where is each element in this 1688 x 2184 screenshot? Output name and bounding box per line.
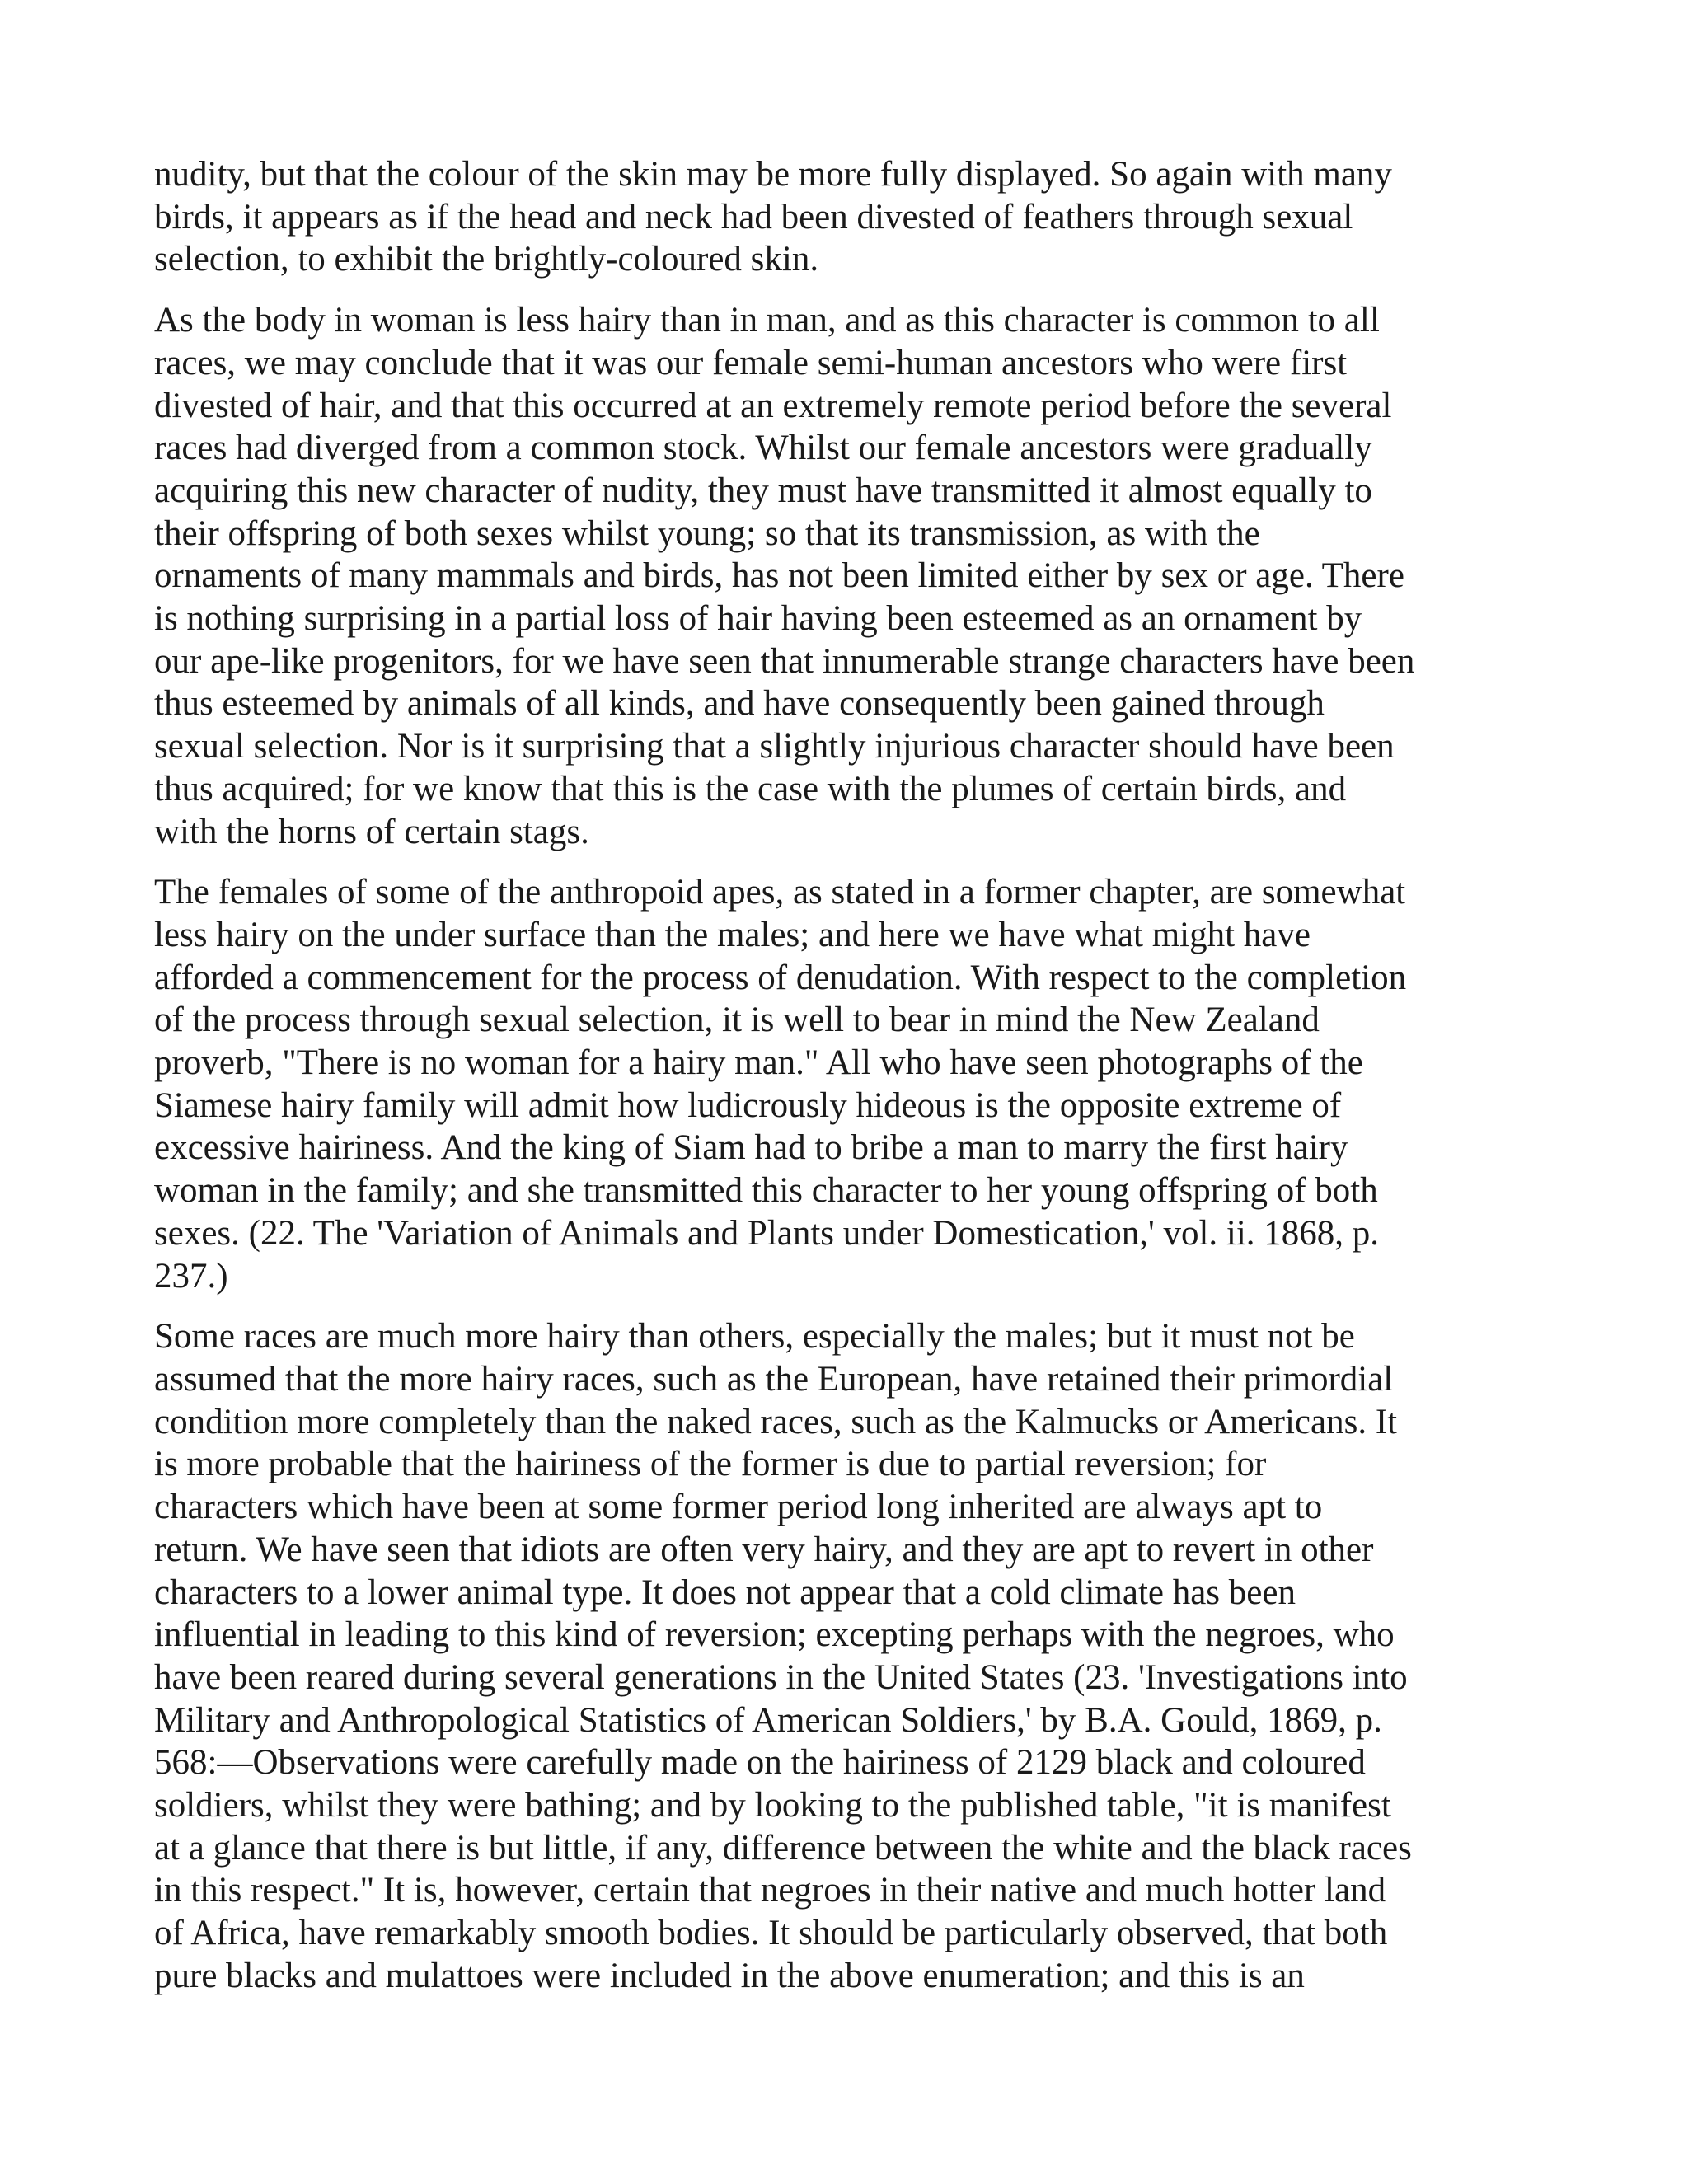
text-line: ornaments of many mammals and birds, has not been limited either by sex or age. There	[154, 556, 1404, 596]
text-line: pure blacks and mulattoes were included in the above enumeration; and this is an	[154, 1956, 1305, 1995]
text-line: 237.)	[154, 1256, 228, 1296]
text-line: their offspring of both sexes whilst young; so that its transmission, as with the	[154, 513, 1260, 553]
text-line: As the body in woman is less hairy than in man, and as this character is common to all	[154, 301, 1380, 340]
text-line: of the process through sexual selection, it is well to bear in mind the New Zealand	[154, 1001, 1320, 1040]
text-line: characters to a lower animal type. It does not appear that a cold climate has been	[154, 1572, 1296, 1612]
text-line: woman in the family; and she transmitted this character to her young offspring of both	[154, 1171, 1378, 1211]
paragraph-2	[154, 299, 1539, 853]
text-line: sexual selection. Nor is it surprising that a slightly injurious character should have been	[154, 727, 1395, 766]
text-line: assumed that the more hairy races, such as the European, have retained their primordial	[154, 1359, 1394, 1399]
text-line: at a glance that there is but little, if any, difference between the white and the black races	[154, 1828, 1412, 1868]
text-line: The females of some of the anthropoid apes, as stated in a former chapter, are somewhat	[154, 873, 1406, 912]
text-line: Military and Anthropological Statistics of American Soldiers,' by B.A. Gould, 1869, p.	[154, 1700, 1382, 1740]
text-line: less hairy on the under surface than the males; and here we have what might have	[154, 915, 1311, 954]
text-line: thus acquired; for we know that this is the case with the plumes of certain birds, and	[154, 769, 1347, 808]
text-line: selection, to exhibit the brightly-coloured skin.	[154, 240, 819, 279]
text-line: of Africa, have remarkably smooth bodies. It should be particularly observed, that both	[154, 1914, 1388, 1953]
text-line: sexes. (22. The 'Variation of Animals and Plants under Domestication,' vol. ii. 1868, p.	[154, 1213, 1380, 1253]
text-line: races, we may conclude that it was our female semi-human ancestors who were first	[154, 343, 1348, 382]
text-line: is more probable that the hairiness of the former is due to partial reversion; for	[154, 1445, 1267, 1484]
text-line: in this respect." It is, however, certain that negroes in their native and much hotter land	[154, 1871, 1386, 1910]
paragraph-4	[154, 1315, 1539, 1997]
text-line: acquiring this new character of nudity, they must have transmitted it almost equally to	[154, 471, 1372, 510]
text-line: characters which have been at some former period long inherited are always apt to	[154, 1488, 1323, 1527]
text-line: birds, it appears as if the head and neck had been divested of feathers through sexual	[154, 197, 1353, 237]
text-line: nudity, but that the colour of the skin may be more fully displayed. So again with many	[154, 155, 1392, 194]
text-line: soldiers, whilst they were bathing; and by looking to the published table, "it is manifest	[154, 1786, 1391, 1825]
text-line: is nothing surprising in a partial loss of hair having been esteemed as an ornament by	[154, 599, 1362, 639]
text-line: our ape-like progenitors, for we have seen that innumerable strange characters have been	[154, 641, 1415, 681]
document-page	[154, 153, 1539, 2148]
text-line: 568:—Observations were carefully made on the hairiness of 2129 black and coloured	[154, 1743, 1366, 1783]
text-line: have been reared during several generations in the United States (23. 'Investigations into	[154, 1657, 1408, 1697]
text-line: condition more completely than the naked races, such as the Kalmucks or Americans. It	[154, 1402, 1398, 1441]
text-line: with the horns of certain stags.	[154, 812, 589, 851]
text-line: divested of hair, and that this occurred at an extremely remote period before the several	[154, 386, 1392, 425]
text-line: excessive hairiness. And the king of Siam had to bribe a man to marry the first hairy	[154, 1128, 1348, 1168]
text-line: races had diverged from a common stock. Whilst our female ancestors were gradually	[154, 429, 1372, 468]
paragraph-3	[154, 871, 1539, 1297]
text-line: influential in leading to this kind of reversion; excepting perhaps with the negroes, who	[154, 1615, 1395, 1655]
paragraph-1	[154, 153, 1539, 281]
text-line: thus esteemed by animals of all kinds, and have consequently been gained through	[154, 684, 1325, 724]
text-line: Siamese hairy family will admit how ludicrously hideous is the opposite extreme of	[154, 1085, 1342, 1125]
text-line: proverb, "There is no woman for a hairy man." All who have seen photographs of the	[154, 1043, 1363, 1083]
text-line: return. We have seen that idiots are often very hairy, and they are apt to revert in other	[154, 1530, 1374, 1569]
text-line: afforded a commencement for the process of denudation. With respect to the completion	[154, 958, 1407, 997]
text-line: Some races are much more hairy than others, especially the males; but it must not be	[154, 1317, 1355, 1357]
